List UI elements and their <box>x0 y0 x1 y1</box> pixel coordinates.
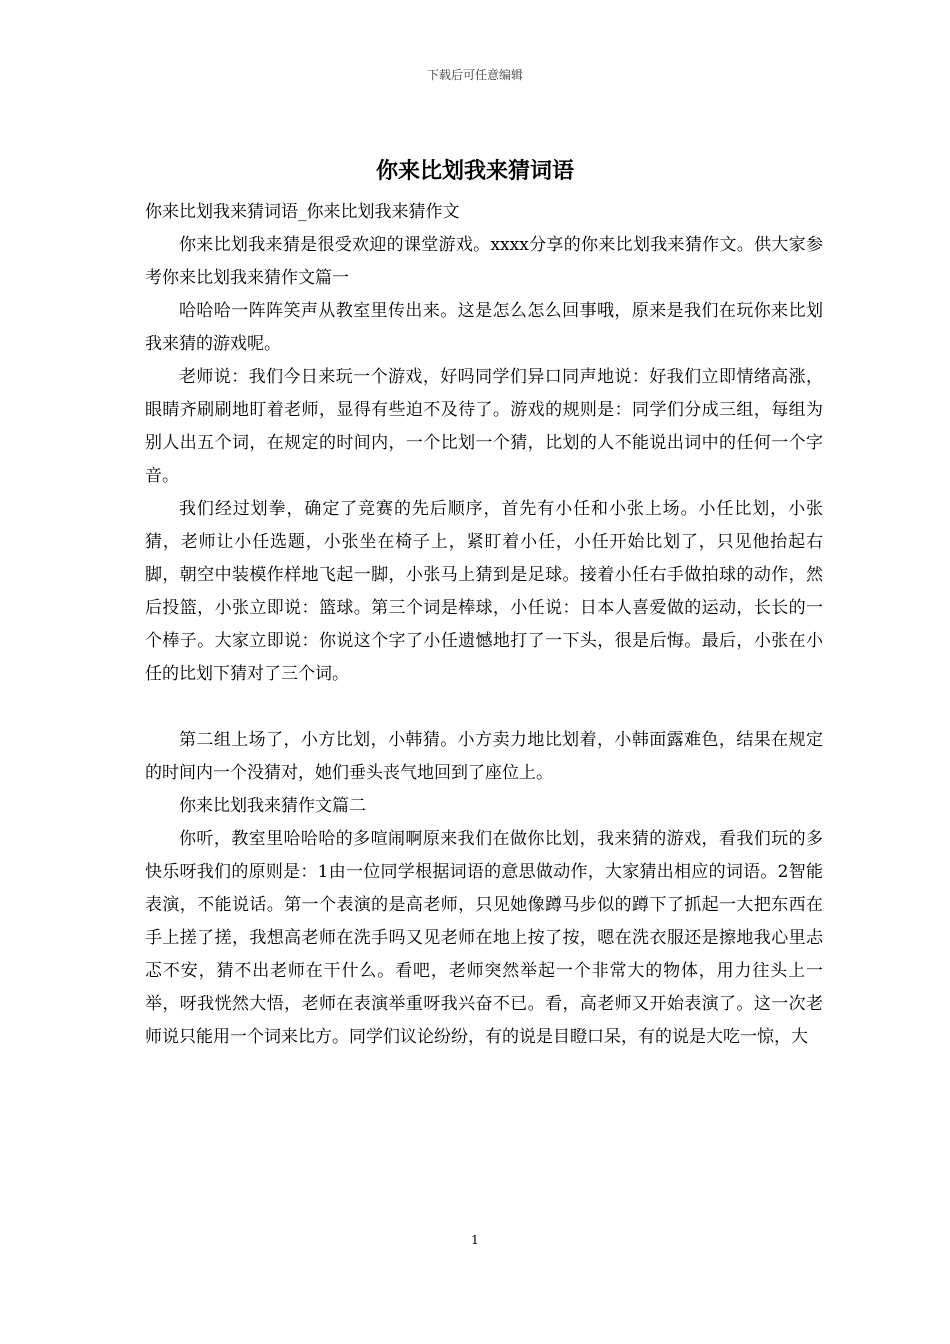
paragraph: 第二组上场了，小方比划，小韩猜。小方卖力地比划着，小韩面露难色，结果在规定的时间内一个没猜对，她们垂头丧气地回到了座位上。 <box>145 730 823 783</box>
paragraph: 我们经过划拳，确定了竞赛的先后顺序，首先有小任和小张上场。小任比划，小张猜，老师让小任选题，小张坐在椅子上，紧盯着小任，小任开始比划了，只见他抬起右脚，朝空中装模作样地飞起一脚，小张马上猜到是足球。接着小任右手做拍球的动作，然后投篮，小张立即说：篮球。第三个词是棒球，小任说：日本人喜爱做的运动，长长的一个棒子。大家立即说：你说这个字了小任遗憾地打了一下头，很是后悔。最后，小张在小任的比划下猜对了三个词。 <box>145 499 823 684</box>
paragraph: 你听，教室里哈哈哈的多喧闹啊原来我们在做你比划，我来猜的游戏，看我们玩的多快乐呀我们的原则是：1由一位同学根据词语的意思做动作，大家猜出相应的词语。2智能表演，不能说话。第一个表演的是高老师，只见她像蹲马步似的蹲下了抓起一大把东西在手上搓了搓，我想高老师在洗手吗又见老师在地上按了按，嗯在洗衣服还是擦地我心里忐忑不安，猜不出老师在干什么。看吧，老师突然举起一个非常大的物体，用力往头上一举，呀我恍然大悟，老师在表演举重呀我兴奋不已。看，高老师又开始表演了。这一次老师说只能用一个词来比方。同学们议论纷纷，有的说是目瞪口呆，有的说是大吃一惊，大 <box>145 829 823 1047</box>
section-heading: 你来比划我来猜作文篇二 <box>179 796 366 816</box>
paragraph: 你来比划我来猜是很受欢迎的课堂游戏。xxxx分享的你来比划我来猜作文。供大家参考你来比划我来猜作文篇一 <box>145 235 823 288</box>
page-title: 你来比划我来猜词语 <box>375 158 574 184</box>
subtitle-line: 你来比划我来猜词语_你来比划我来猜作文 <box>145 202 460 222</box>
body-text <box>145 196 823 1054</box>
paragraph: 老师说：我们今日来玩一个游戏，好吗同学们异口同声地说：好我们立即情绪高涨，眼睛齐刷刷地盯着老师，显得有些迫不及待了。游戏的规则是：同学们分成三组，每组为别人出五个词，在规定的时间内，一个比划一个猜，比划的人不能说出词中的任何一个字音。 <box>145 367 823 486</box>
page-number: 1 <box>471 1233 479 1247</box>
header-note: 下载后可任意编辑 <box>426 68 523 82</box>
paragraph: 哈哈哈一阵阵笑声从教室里传出来。这是怎么怎么回事哦，原来是我们在玩你来比划我来猜的游戏呢。 <box>145 301 823 354</box>
